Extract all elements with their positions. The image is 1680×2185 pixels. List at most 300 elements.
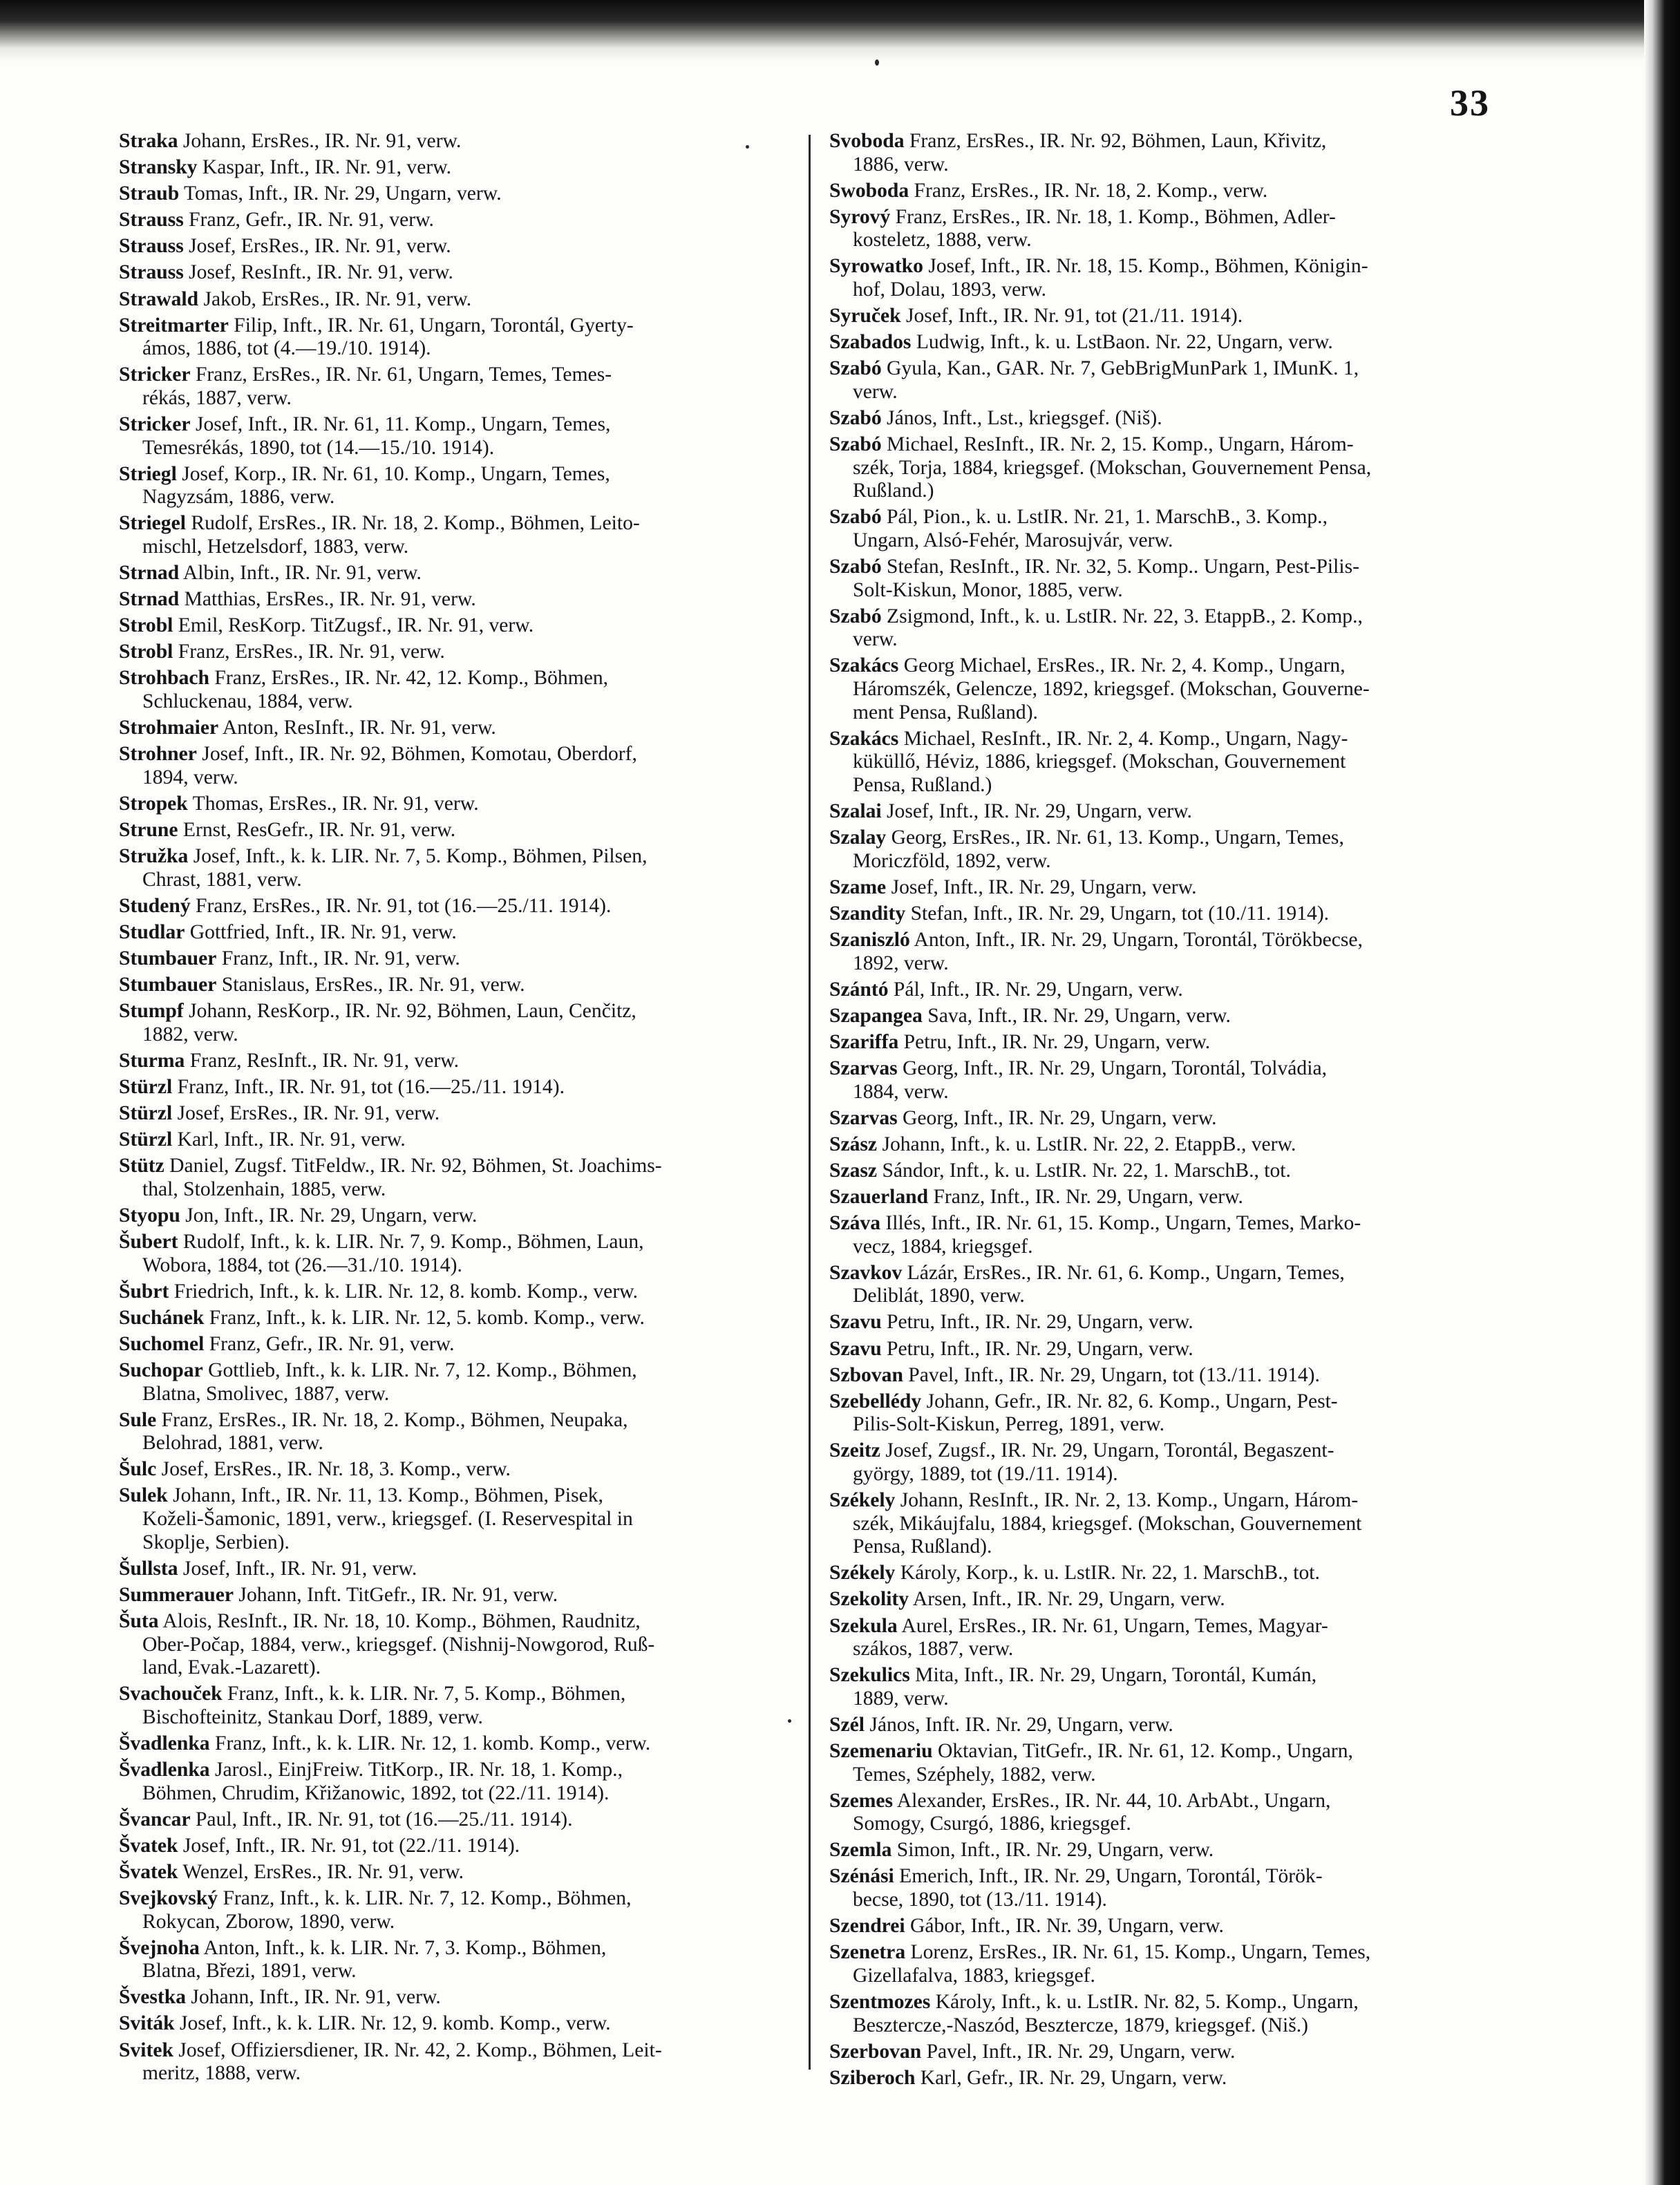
entry-line bbox=[829, 407, 1162, 429]
entry-surname: Syruček bbox=[829, 305, 901, 328]
entry-text: Johann, ResInft., IR. Nr. 2, 13. Komp., Ungarn, Három- bbox=[895, 1489, 1359, 1512]
entry-continuation: Rokycan, Zborow, 1890, verw. bbox=[142, 1910, 395, 1933]
entry-surname: Striegl bbox=[119, 462, 177, 485]
entry-text: Károly, Inft., k. u. LstIR. Nr. 82, 5. Komp., Ungarn, bbox=[930, 1990, 1359, 2013]
entry-line bbox=[119, 1610, 641, 1632]
entry-surname: Stumbauer bbox=[119, 947, 217, 969]
entry-line bbox=[119, 562, 422, 584]
entry-line bbox=[119, 1759, 623, 1781]
entry-line bbox=[119, 1409, 627, 1431]
entry-surname: Suchopar bbox=[119, 1359, 203, 1381]
entry-line bbox=[119, 1683, 625, 1705]
entry-text: Josef, Inft., k. k. LIR. Nr. 12, 9. komb. Komp., verw. bbox=[174, 2012, 611, 2035]
entry-surname: Szavkov bbox=[829, 1261, 903, 1284]
entry-text: Georg, ErsRes., IR. Nr. 61, 13. Komp., Ungarn, Temes, bbox=[886, 826, 1344, 849]
entry-text: Ludwig, Inft., k. u. LstBaon. Nr. 22, Ungarn, verw. bbox=[911, 331, 1333, 354]
entry-line bbox=[829, 1212, 1361, 1234]
entry-text: Josef, Inft., IR. Nr. 18, 15. Komp., Böhmen, Königin- bbox=[923, 255, 1368, 278]
entry-text: Josef, Offiziersdiener, IR. Nr. 42, 2. Komp., Böhmen, Leit- bbox=[173, 2039, 662, 2061]
entry-surname: Strobl bbox=[119, 641, 173, 663]
register-entry bbox=[829, 1160, 1465, 1183]
entry-line bbox=[829, 1714, 1173, 1736]
entry-line bbox=[829, 1057, 1327, 1079]
entry-line bbox=[829, 1588, 1225, 1610]
entry-surname: Švatek bbox=[119, 1834, 178, 1857]
entry-continuation: Pensa, Rußland.) bbox=[853, 773, 992, 796]
register-entry bbox=[119, 1835, 766, 1858]
entry-line bbox=[119, 463, 610, 485]
register-entry bbox=[119, 667, 766, 713]
entry-line bbox=[829, 1311, 1193, 1333]
entry-text: Josef, ErsRes., IR. Nr. 91, verw. bbox=[183, 235, 451, 258]
entry-surname: Stürzl bbox=[119, 1128, 173, 1151]
entry-surname: Šuta bbox=[119, 1609, 159, 1632]
entry-continuation: land, Evak.-Lazarett). bbox=[142, 1656, 321, 1679]
entry-line bbox=[829, 1107, 1217, 1129]
entry-text: Anton, ResInft., IR. Nr. 91, verw. bbox=[218, 717, 496, 739]
entry-text: Josef, Korp., IR. Nr. 61, 10. Komp., Ungarn, Temes, bbox=[176, 462, 610, 485]
entry-text: Pál, Inft., IR. Nr. 29, Ungarn, verw. bbox=[888, 978, 1183, 1001]
entry-text: Arsen, Inft., IR. Nr. 29, Ungarn, verw. bbox=[909, 1588, 1225, 1611]
entry-surname: Švadlenka bbox=[119, 1732, 210, 1754]
entry-text: Franz, ErsRes., IR. Nr. 42, 12. Komp., Böhmen, bbox=[209, 667, 609, 690]
register-entry bbox=[119, 1204, 766, 1228]
entry-text: Jon, Inft., IR. Nr. 29, Ungarn, verw. bbox=[180, 1204, 478, 1227]
entry-text: Illés, Inft., IR. Nr. 61, 15. Komp., Ungarn, Temes, Marko- bbox=[880, 1212, 1361, 1235]
entry-surname: Stürzl bbox=[119, 1075, 173, 1098]
entry-surname: Szariffa bbox=[829, 1030, 899, 1053]
entry-continuation: verw. bbox=[853, 628, 898, 651]
entry-line bbox=[119, 156, 451, 178]
entry-text: Stanislaus, ErsRes., IR. Nr. 91, verw. bbox=[216, 974, 525, 996]
entry-continuation: györgy, 1889, tot (19./11. 1914). bbox=[853, 1462, 1118, 1485]
entry-text: Alexander, ErsRes., IR. Nr. 44, 10. ArbAbt., Ungarn, bbox=[893, 1789, 1331, 1812]
register-entry bbox=[829, 1005, 1465, 1028]
register-entry bbox=[829, 1664, 1465, 1710]
entry-continuation: szék, Torja, 1884, kriegsgef. (Mokschan, Gouvernement Pensa, bbox=[853, 456, 1372, 479]
entry-text: Johann, Inft., k. u. LstIR. Nr. 22, 2. EtappB., verw. bbox=[877, 1133, 1296, 1155]
register-entry bbox=[829, 130, 1465, 176]
entry-surname: Stürzl bbox=[119, 1102, 173, 1125]
entry-text: Franz, ErsRes., IR. Nr. 18, 2. Komp., Böhmen, Neupaka, bbox=[156, 1408, 628, 1431]
entry-line bbox=[119, 819, 455, 841]
entry-line bbox=[829, 357, 1359, 379]
entry-line bbox=[829, 556, 1359, 578]
entry-line bbox=[829, 1562, 1320, 1584]
entry-surname: Studený bbox=[119, 894, 191, 917]
entry-line bbox=[119, 793, 479, 815]
entry-continuation: 1884, verw. bbox=[853, 1080, 949, 1103]
entry-text: Johann, Inft., IR. Nr. 11, 13. Komp., Böhmen, Pisek, bbox=[167, 1484, 603, 1507]
entry-line bbox=[829, 1439, 1334, 1462]
entry-text: Gottfried, Inft., IR. Nr. 91, verw. bbox=[185, 920, 457, 943]
entry-surname: Szénási bbox=[829, 1865, 894, 1888]
entry-line bbox=[829, 826, 1344, 849]
entry-line bbox=[119, 895, 611, 917]
entry-surname: Svejkovský bbox=[119, 1886, 218, 1909]
entry-line bbox=[829, 1740, 1353, 1762]
entry-text: Anton, Inft., IR. Nr. 29, Ungarn, Torontál, Törökbecse, bbox=[909, 929, 1363, 951]
entry-text: Johann, Inft., IR. Nr. 91, verw. bbox=[186, 1986, 441, 2009]
entry-continuation: meritz, 1888, verw. bbox=[142, 2062, 301, 2085]
register-entry bbox=[119, 314, 766, 361]
entry-continuation: verw. bbox=[853, 380, 898, 403]
register-entry bbox=[119, 845, 766, 891]
entry-text: Alois, ResInft., IR. Nr. 18, 10. Komp., Böhmen, Raudnitz, bbox=[158, 1609, 641, 1632]
entry-surname: Strohner bbox=[119, 743, 197, 766]
entry-text: Josef, ResInft., IR. Nr. 91, verw. bbox=[183, 261, 453, 284]
entry-text: Thomas, ErsRes., IR. Nr. 91, verw. bbox=[187, 792, 479, 815]
entry-line bbox=[829, 1489, 1358, 1511]
entry-line bbox=[119, 717, 496, 739]
entry-continuation: 1886, verw. bbox=[853, 153, 949, 176]
register-entry bbox=[119, 1484, 766, 1554]
register-entry bbox=[829, 506, 1465, 552]
register-entry bbox=[829, 800, 1465, 824]
column-divider bbox=[809, 135, 811, 2070]
entry-surname: Szasz bbox=[829, 1159, 878, 1182]
entry-line bbox=[829, 1186, 1243, 1208]
entry-line bbox=[119, 974, 525, 996]
entry-line bbox=[119, 1155, 662, 1177]
entry-line bbox=[119, 1231, 644, 1253]
entry-line bbox=[829, 800, 1192, 822]
entry-continuation: 1894, verw. bbox=[142, 766, 238, 788]
register-entry bbox=[119, 1887, 766, 1933]
entry-surname: Šulc bbox=[119, 1458, 157, 1481]
entry-surname: Szabó bbox=[829, 407, 882, 430]
entry-surname: Szauerland bbox=[829, 1185, 929, 1208]
entry-line bbox=[119, 209, 434, 231]
register-entry bbox=[119, 261, 766, 285]
register-entry bbox=[829, 876, 1465, 900]
entry-continuation: Moriczföld, 1892, verw. bbox=[853, 849, 1051, 872]
entry-surname: Straub bbox=[119, 182, 180, 205]
entry-surname: Strnad bbox=[119, 562, 180, 585]
entry-surname: Šullsta bbox=[119, 1557, 178, 1580]
entry-text: János, Inft. IR. Nr. 29, Ungarn, verw. bbox=[864, 1713, 1173, 1736]
entry-surname: Syrový bbox=[829, 205, 891, 228]
entry-surname: Székely bbox=[829, 1489, 896, 1512]
entry-text: Mita, Inft., IR. Nr. 29, Ungarn, Torontál, Kumán, bbox=[909, 1664, 1317, 1687]
entry-text: Jarosl., EinjFreiw. TitKorp., IR. Nr. 18, 1. Komp., bbox=[209, 1759, 623, 1781]
entry-text: Aurel, ErsRes., IR. Nr. 61, Ungarn, Temes, Magyar- bbox=[897, 1614, 1328, 1637]
entry-line bbox=[119, 1835, 520, 1857]
entry-continuation: Temes, Széphely, 1882, verw. bbox=[853, 1763, 1096, 1786]
entry-surname: Stumpf bbox=[119, 1000, 184, 1023]
entry-text: Stefan, Inft., IR. Nr. 29, Ungarn, tot (10./11. 1914). bbox=[905, 902, 1330, 925]
entry-line bbox=[829, 1941, 1370, 1963]
entry-text: Sándor, Inft., k. u. LstIR. Nr. 22, 1. MarschB., tot. bbox=[877, 1159, 1291, 1182]
entry-line bbox=[119, 614, 534, 636]
entry-surname: Szakács bbox=[829, 654, 899, 677]
entry-text: Franz, ErsRes., IR. Nr. 61, Ungarn, Temes, Temes- bbox=[190, 363, 612, 386]
entry-line bbox=[119, 363, 612, 386]
register-entry bbox=[829, 1133, 1465, 1157]
entry-text: Johann, ErsRes., IR. Nr. 91, verw. bbox=[178, 130, 462, 152]
entry-surname: Szapangea bbox=[829, 1004, 923, 1027]
register-entry bbox=[119, 947, 766, 971]
entry-line bbox=[829, 433, 1354, 455]
entry-text: Wenzel, ErsRes., IR. Nr. 91, verw. bbox=[178, 1860, 464, 1883]
entry-continuation: Belohrad, 1881, verw. bbox=[142, 1432, 323, 1455]
entry-text: Kaspar, Inft., IR. Nr. 91, verw. bbox=[197, 156, 452, 179]
entry-text: Josef, Inft., IR. Nr. 91, tot (22./11. 1914). bbox=[178, 1834, 520, 1857]
entry-line bbox=[829, 1991, 1359, 2013]
register-entry bbox=[119, 743, 766, 789]
entry-surname: Strnad bbox=[119, 588, 180, 611]
entry-surname: Sule bbox=[119, 1408, 157, 1431]
register-entry bbox=[829, 1588, 1465, 1611]
entry-surname: Szenetra bbox=[829, 1941, 906, 1964]
entry-line bbox=[829, 1262, 1345, 1284]
entry-surname: Szabó bbox=[829, 556, 882, 578]
entry-continuation: Blatna, Březi, 1891, verw. bbox=[142, 1960, 357, 1983]
register-entry bbox=[119, 1986, 766, 2009]
entry-text: Georg Michael, ErsRes., IR. Nr. 2, 4. Komp., Ungarn, bbox=[898, 654, 1346, 677]
entry-line bbox=[119, 845, 648, 867]
register-entry bbox=[119, 1937, 766, 1983]
register-entry bbox=[119, 588, 766, 612]
entry-continuation: Schluckenau, 1884, verw. bbox=[142, 690, 353, 713]
entry-continuation: Ungarn, Alsó-Fehér, Marosujvár, verw. bbox=[853, 529, 1173, 551]
register-entry bbox=[829, 305, 1465, 328]
register-entry bbox=[119, 2012, 766, 2036]
entry-text: Franz, Inft., IR. Nr. 29, Ungarn, verw. bbox=[928, 1185, 1243, 1208]
register-entry bbox=[119, 1333, 766, 1356]
entry-surname: Szekulics bbox=[829, 1664, 910, 1687]
left-column bbox=[119, 130, 766, 2088]
entry-line bbox=[119, 1204, 477, 1227]
entry-surname: Stropek bbox=[119, 792, 188, 815]
entry-surname: Švejnoha bbox=[119, 1936, 200, 1959]
entry-text: Michael, ResInft., IR. Nr. 2, 4. Komp., Ungarn, Nagy- bbox=[898, 727, 1348, 750]
entry-surname: Strauss bbox=[119, 261, 184, 284]
register-entry bbox=[829, 556, 1465, 602]
entry-line bbox=[829, 1865, 1323, 1887]
entry-text: Franz, ErsRes., IR. Nr. 18, 1. Komp., Böhmen, Adler- bbox=[890, 205, 1336, 228]
entry-continuation: Deliblát, 1890, verw. bbox=[853, 1285, 1025, 1307]
entry-line bbox=[119, 1458, 511, 1480]
register-entry bbox=[829, 1311, 1465, 1334]
entry-line bbox=[829, 1031, 1210, 1053]
entry-line bbox=[119, 1333, 455, 1355]
register-entry bbox=[119, 363, 766, 410]
scan-border-top bbox=[0, 0, 1680, 62]
register-entry bbox=[829, 433, 1465, 503]
entry-surname: Švancar bbox=[119, 1808, 191, 1831]
entry-continuation: szákos, 1887, verw. bbox=[853, 1638, 1014, 1661]
entry-line bbox=[829, 1364, 1320, 1386]
entry-text: János, Inft., Lst., kriegsgef. (Niš). bbox=[881, 407, 1162, 430]
register-entry bbox=[829, 1865, 1465, 1911]
entry-continuation: Háromszék, Gelencze, 1892, kriegsgef. (Mokschan, Gouverne- bbox=[853, 678, 1370, 701]
entry-text: Franz, ResInft., IR. Nr. 91, verw. bbox=[185, 1049, 460, 1072]
entry-line bbox=[119, 1484, 603, 1506]
entry-text: Karl, Gefr., IR. Nr. 29, Ungarn, verw. bbox=[915, 2066, 1227, 2089]
register-entry bbox=[119, 1050, 766, 1073]
entry-surname: Svoboda bbox=[829, 130, 905, 152]
scan-speck bbox=[788, 1719, 791, 1723]
entry-surname: Stružka bbox=[119, 845, 189, 868]
entry-line bbox=[829, 1005, 1231, 1027]
entry-line bbox=[119, 588, 476, 610]
entry-text: Pál, Pion., k. u. LstIR. Nr. 21, 1. MarschB., 3. Komp., bbox=[881, 506, 1328, 529]
register-entry bbox=[829, 255, 1465, 301]
entry-continuation: mischl, Hetzelsdorf, 1883, verw. bbox=[142, 536, 409, 558]
register-entry bbox=[829, 1107, 1465, 1131]
register-entry bbox=[829, 1839, 1465, 1862]
entry-surname: Szabó bbox=[829, 605, 882, 627]
entry-continuation: rékás, 1887, verw. bbox=[142, 386, 292, 409]
register-entry bbox=[119, 1000, 766, 1046]
entry-line bbox=[119, 1887, 631, 1909]
register-entry bbox=[119, 1458, 766, 1482]
entry-line bbox=[119, 667, 608, 689]
entry-continuation: Wobora, 1884, tot (26.—31./10. 1914). bbox=[142, 1254, 462, 1276]
entry-surname: Strune bbox=[119, 819, 178, 842]
register-entry bbox=[119, 209, 766, 232]
entry-text: Lorenz, ErsRes., IR. Nr. 61, 15. Komp., Ungarn, Temes, bbox=[905, 1941, 1371, 1964]
entry-line bbox=[119, 1986, 441, 2008]
register-entry bbox=[119, 156, 766, 180]
entry-surname: Strohmaier bbox=[119, 717, 219, 739]
entry-surname: Szalai bbox=[829, 800, 882, 823]
entry-continuation: becse, 1890, tot (13./11. 1914). bbox=[853, 1889, 1107, 1911]
entry-surname: Strohbach bbox=[119, 667, 210, 690]
entry-text: Franz, Inft., IR. Nr. 91, tot (16.—25./11. 1914). bbox=[172, 1075, 565, 1098]
register-entry bbox=[119, 793, 766, 816]
entry-continuation: Gizellafalva, 1883, kriegsgef. bbox=[853, 1964, 1095, 1987]
entry-text: Ernst, ResGefr., IR. Nr. 91, verw. bbox=[178, 819, 456, 842]
entry-surname: Szerbovan bbox=[829, 2040, 922, 2063]
register-entry bbox=[829, 1364, 1465, 1388]
entry-surname: Szél bbox=[829, 1713, 865, 1736]
entry-text: Franz, ErsRes., IR. Nr. 91, tot (16.—25./11. 1914). bbox=[190, 894, 612, 917]
entry-surname: Stransky bbox=[119, 156, 198, 179]
register-entry bbox=[829, 2067, 1465, 2090]
entry-line bbox=[829, 1160, 1291, 1182]
register-entry bbox=[829, 1439, 1465, 1486]
register-entry bbox=[119, 1231, 766, 1277]
entry-line bbox=[829, 1133, 1296, 1155]
entry-surname: Svitek bbox=[119, 2039, 173, 2061]
entry-continuation: Temesrékás, 1890, tot (14.—15./10. 1914). bbox=[142, 436, 495, 459]
entry-surname: Šubrt bbox=[119, 1280, 169, 1303]
entry-surname: Studlar bbox=[119, 920, 185, 943]
entry-continuation: Rußland.) bbox=[853, 480, 934, 502]
entry-text: Georg, Inft., IR. Nr. 29, Ungarn, Torontál, Tolvádia, bbox=[897, 1057, 1327, 1079]
entry-line bbox=[119, 1861, 464, 1883]
entry-text: Daniel, Zugsf. TitFeldw., IR. Nr. 92, Böhmen, St. Joachims- bbox=[164, 1155, 662, 1177]
entry-continuation: Nagyzsám, 1886, verw. bbox=[142, 486, 335, 509]
register-entry bbox=[829, 605, 1465, 652]
entry-line bbox=[829, 2041, 1235, 2063]
register-entry bbox=[119, 1128, 766, 1152]
entry-surname: Sturma bbox=[119, 1049, 185, 1072]
entry-continuation: Pilis-Solt-Kiskun, Perreg, 1891, verw. bbox=[853, 1413, 1165, 1436]
entry-line bbox=[119, 512, 640, 534]
entry-surname: Stricker bbox=[119, 363, 191, 386]
entry-text: Károly, Korp., k. u. LstIR. Nr. 22, 1. MarschB., tot. bbox=[895, 1562, 1320, 1585]
entry-continuation: Koželi-Šamonic, 1891, verw., kriegsgef. (I. Reservespital in bbox=[142, 1508, 633, 1531]
entry-text: Franz, ErsRes., IR. Nr. 91, verw. bbox=[173, 641, 445, 663]
entry-text: Franz, Gefr., IR. Nr. 91, verw. bbox=[183, 209, 434, 231]
register-entry bbox=[829, 654, 1465, 724]
entry-line bbox=[119, 1102, 440, 1124]
entry-surname: Szarvas bbox=[829, 1057, 898, 1079]
entry-line bbox=[829, 978, 1183, 1001]
entry-continuation: 1889, verw. bbox=[853, 1687, 949, 1710]
entry-line bbox=[829, 1915, 1224, 1937]
register-entry bbox=[119, 1155, 766, 1201]
register-entry bbox=[119, 1759, 766, 1805]
entry-text: Paul, Inft., IR. Nr. 91, tot (16.—25./11. 1914). bbox=[190, 1808, 573, 1831]
entry-continuation: Somogy, Csurgó, 1886, kriegsgef. bbox=[853, 1813, 1131, 1835]
entry-line bbox=[119, 261, 453, 283]
entry-text: Michael, ResInft., IR. Nr. 2, 15. Komp., Ungarn, Három- bbox=[881, 433, 1354, 456]
register-entry bbox=[119, 1610, 766, 1680]
entry-text: Petru, Inft., IR. Nr. 29, Ungarn, verw. bbox=[881, 1337, 1193, 1360]
entry-line bbox=[829, 1664, 1316, 1686]
entry-text: Friedrich, Inft., k. k. LIR. Nr. 12, 8. komb. Komp., verw. bbox=[169, 1280, 639, 1303]
entry-continuation: hof, Dolau, 1893, verw. bbox=[853, 278, 1046, 301]
entry-line bbox=[829, 506, 1328, 528]
register-entry bbox=[829, 180, 1465, 203]
entry-line bbox=[119, 947, 460, 969]
entry-text: Rudolf, Inft., k. k. LIR. Nr. 7, 9. Komp., Böhmen, Laun, bbox=[178, 1231, 644, 1254]
entry-continuation: Besztercze,-Naszód, Besztercze, 1879, kriegsgef. (Niš.) bbox=[853, 2014, 1308, 2036]
entry-line bbox=[829, 876, 1196, 898]
page-number: 33 bbox=[1450, 82, 1490, 124]
entry-surname: Šubert bbox=[119, 1231, 178, 1254]
register-entry bbox=[119, 717, 766, 740]
register-entry bbox=[829, 1740, 1465, 1786]
entry-surname: Szekolity bbox=[829, 1588, 909, 1611]
entry-surname: Szarvas bbox=[829, 1106, 898, 1129]
entry-text: Gyula, Kan., GAR. Nr. 7, GebBrigMunPark 1, IMunK. 1, bbox=[881, 357, 1359, 380]
register-entry bbox=[119, 463, 766, 509]
entry-surname: Szendrei bbox=[829, 1915, 905, 1938]
entry-text: Josef, Inft., IR. Nr. 91, tot (21./11. 1914). bbox=[900, 305, 1243, 328]
entry-text: Lázár, ErsRes., IR. Nr. 61, 6. Komp., Ungarn, Temes, bbox=[902, 1261, 1345, 1284]
entry-line bbox=[119, 1307, 645, 1329]
entry-surname: Straka bbox=[119, 130, 178, 152]
entry-continuation: szék, Mikáujfalu, 1884, kriegsgef. (Mokschan, Gouvernement bbox=[853, 1512, 1362, 1535]
entry-surname: Szentmozes bbox=[829, 1990, 931, 2013]
entry-text: Stefan, ResInft., IR. Nr. 32, 5. Komp.. Ungarn, Pest-Pilis- bbox=[881, 556, 1359, 578]
entry-line bbox=[119, 413, 610, 435]
entry-line bbox=[119, 1000, 636, 1022]
register-entry bbox=[829, 331, 1465, 354]
entry-continuation: ámos, 1886, tot (4.—19./10. 1914). bbox=[142, 337, 431, 360]
entry-surname: Strauss bbox=[119, 209, 184, 231]
entry-continuation: Böhmen, Chrudim, Křižanowic, 1892, tot (22./11. 1914). bbox=[142, 1781, 610, 1804]
entry-line bbox=[829, 305, 1243, 327]
register-entry bbox=[119, 1732, 766, 1756]
register-entry bbox=[829, 1057, 1465, 1104]
entry-line bbox=[119, 1584, 558, 1606]
register-entry bbox=[119, 819, 766, 842]
entry-surname: Szebellédy bbox=[829, 1390, 922, 1412]
entry-line bbox=[119, 1732, 650, 1754]
entry-text: Karl, Inft., IR. Nr. 91, verw. bbox=[172, 1128, 406, 1151]
entry-surname: Szabó bbox=[829, 506, 882, 529]
entry-surname: Szavu bbox=[829, 1337, 882, 1360]
entry-text: Franz, Inft., k. k. LIR. Nr. 12, 5. komb. Komp., verw. bbox=[204, 1306, 645, 1329]
entry-surname: Summerauer bbox=[119, 1583, 234, 1606]
register-entry bbox=[829, 206, 1465, 252]
